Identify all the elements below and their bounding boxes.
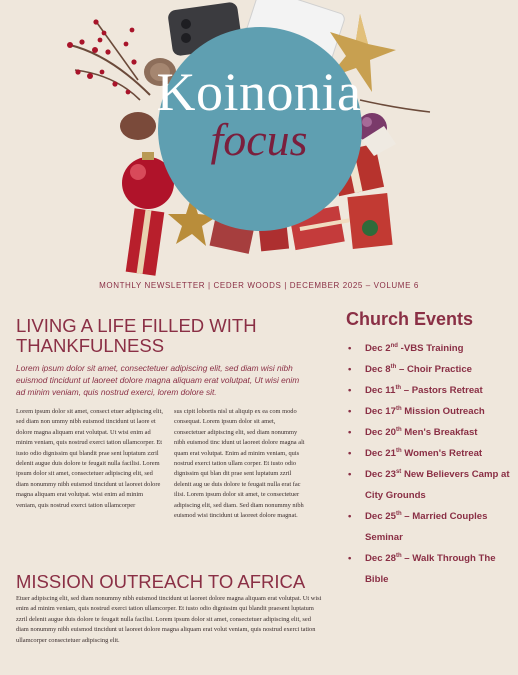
event-day: 8 <box>385 364 391 375</box>
event-day-suffix: th <box>395 552 402 559</box>
issue-line: MONTHLY NEWSLETTER | CEDER WOODS | DECEMBER 2025 – VOLUME 6 <box>99 281 419 290</box>
article-heading-line: LIVING A LIFE FILLED WITH <box>16 315 257 336</box>
bullet-icon: • <box>348 469 352 480</box>
event-item <box>348 401 513 422</box>
article-heading: MISSION OUTREACH TO AFRICA <box>16 571 306 592</box>
event-day-suffix: th <box>395 405 402 412</box>
event-text: -VBS Training <box>397 343 464 354</box>
event-item <box>348 422 513 443</box>
event-day: 25 <box>385 511 396 522</box>
event-day: 2 <box>385 343 391 354</box>
event-month: Dec <box>365 427 383 438</box>
event-text: – Married Couples Seminar <box>365 511 488 543</box>
article-column-1: Lorem ipsum dolor sit amet, consect etuer adipiscing elit, sed diam non ummy nibh euismod tincidunt ut laore et dolore magna aliquam erat volutpat. Ut wisi enim ad minim veniam, quis nostrud exerci tation ullamcorper. Et iusto odio dignissim qui blandit prae sent luptatum zzril delenit augue duis dolore te feugait nulla facilisi. Lorem ipsum dolor sit amet, consectetuer adipiscing elit, sed diam nonummy nibh euismod tincidunt ut laoreet dolore magna aliquam erat volutpat. wisi enim ad minim veniam, quis nostrud exerci tation ullamcorper <box>16 408 163 509</box>
event-day-suffix: th <box>395 384 402 391</box>
bullet-icon: • <box>348 427 352 438</box>
event-day-suffix: th <box>395 447 402 454</box>
bullet-icon: • <box>348 343 352 354</box>
newsletter-title: Koinonia <box>156 62 362 122</box>
event-day-suffix: nd <box>390 342 398 349</box>
event-item <box>348 359 513 380</box>
bullet-icon: • <box>348 364 352 375</box>
bullet-icon: • <box>348 385 352 396</box>
event-text: New Believers Camp at City Grounds <box>365 469 510 501</box>
event-day-suffix: st <box>395 468 402 475</box>
event-day: 17 <box>385 406 396 417</box>
events-list <box>348 338 513 590</box>
event-month: Dec <box>365 553 383 564</box>
event-item <box>348 506 513 548</box>
event-text: Mission Outreach <box>401 406 485 417</box>
newsletter-subtitle: focus <box>210 114 308 165</box>
bullet-icon: • <box>348 406 352 417</box>
event-day: 23 <box>385 469 396 480</box>
event-text: Women's Retreat <box>401 448 483 459</box>
event-month: Dec <box>365 385 383 396</box>
event-day: 28 <box>385 553 396 564</box>
event-item <box>348 464 513 506</box>
event-item <box>348 443 513 464</box>
event-item <box>348 548 513 590</box>
events-title: Church Events <box>346 309 474 329</box>
event-text: Men's Breakfast <box>401 427 478 438</box>
event-day-suffix: th <box>395 510 402 517</box>
event-day: 11 <box>385 385 396 396</box>
article-lead: Lorem ipsum dolor sit amet, consectetuer adipiscing elit, sed diam wisi nibh euismod tincidunt ut laoreet dolore magna aliquam erat volutpat, Ut wisi enim ad minim veniam, quis nostrud exerci, lorem dolore sit. <box>16 363 300 397</box>
article-heading <box>16 316 257 356</box>
event-month: Dec <box>365 511 383 522</box>
event-month: Dec <box>365 406 383 417</box>
event-day-suffix: th <box>390 363 397 370</box>
event-item <box>348 338 513 359</box>
event-day: 21 <box>385 448 396 459</box>
event-item <box>348 380 513 401</box>
article-body: Etuer adipiscing elit, sed diam nonummy nibh euismod tincidunt ut laoreet dolore magna aliquam erat volutpat. Ut wisi enim ad minim veniam, quis nostrud exerci tation ullamcorper. Et iusto odio dignissim qui blandit praesent luptatum zzril delenit augue duis dolore te feugait nulla facilisi. Lorem ipsum dolor sit amet, consectetuer adipiscing elit, sed diam nonummy nibh euismod tincidunt ut laoreet dolore magna aliquam erat volut veniam, quis nostrud exerci tation ullamcorper consectetuer adipiscing elit. <box>16 595 322 644</box>
article-column-2: sus cipit lobortis nisl ut aliquip ex ea com modo consequat. Lorem ipsum dolor sit amet, consectetuer adipiscing elit, sed diam nonummy nibh euismod tinc idunt ut laoreet dolore magna ali quam erat volutpat. Enim ad minim veniam, quis nostrud exerci tation ullam corper. Et iusto odio dignissim qui blan dit prae sent luptatum zzril delenit aug ue duis dolore te feugait nulla erat fac ilisi. Lorem ipsum dolor sit amet, te consectetuer adipiscing elit, sed diam. Sed diam nonummy nibh euismod wisi tincidunt ut laoreet dolore magnat. <box>174 408 305 520</box>
bullet-icon: • <box>348 553 352 564</box>
event-day: 20 <box>385 427 396 438</box>
event-month: Dec <box>365 364 383 375</box>
event-text: – Pastors Retreat <box>401 385 483 396</box>
event-text: – Walk Through The Bible <box>365 553 496 585</box>
event-text: – Choir Practice <box>396 364 473 375</box>
masthead <box>0 0 518 280</box>
bullet-icon: • <box>348 448 352 459</box>
event-month: Dec <box>365 343 383 354</box>
event-month: Dec <box>365 469 383 480</box>
article-heading-line: THANKFULNESS <box>16 335 165 356</box>
bullet-icon: • <box>348 511 352 522</box>
event-day-suffix: th <box>395 426 402 433</box>
event-month: Dec <box>365 448 383 459</box>
